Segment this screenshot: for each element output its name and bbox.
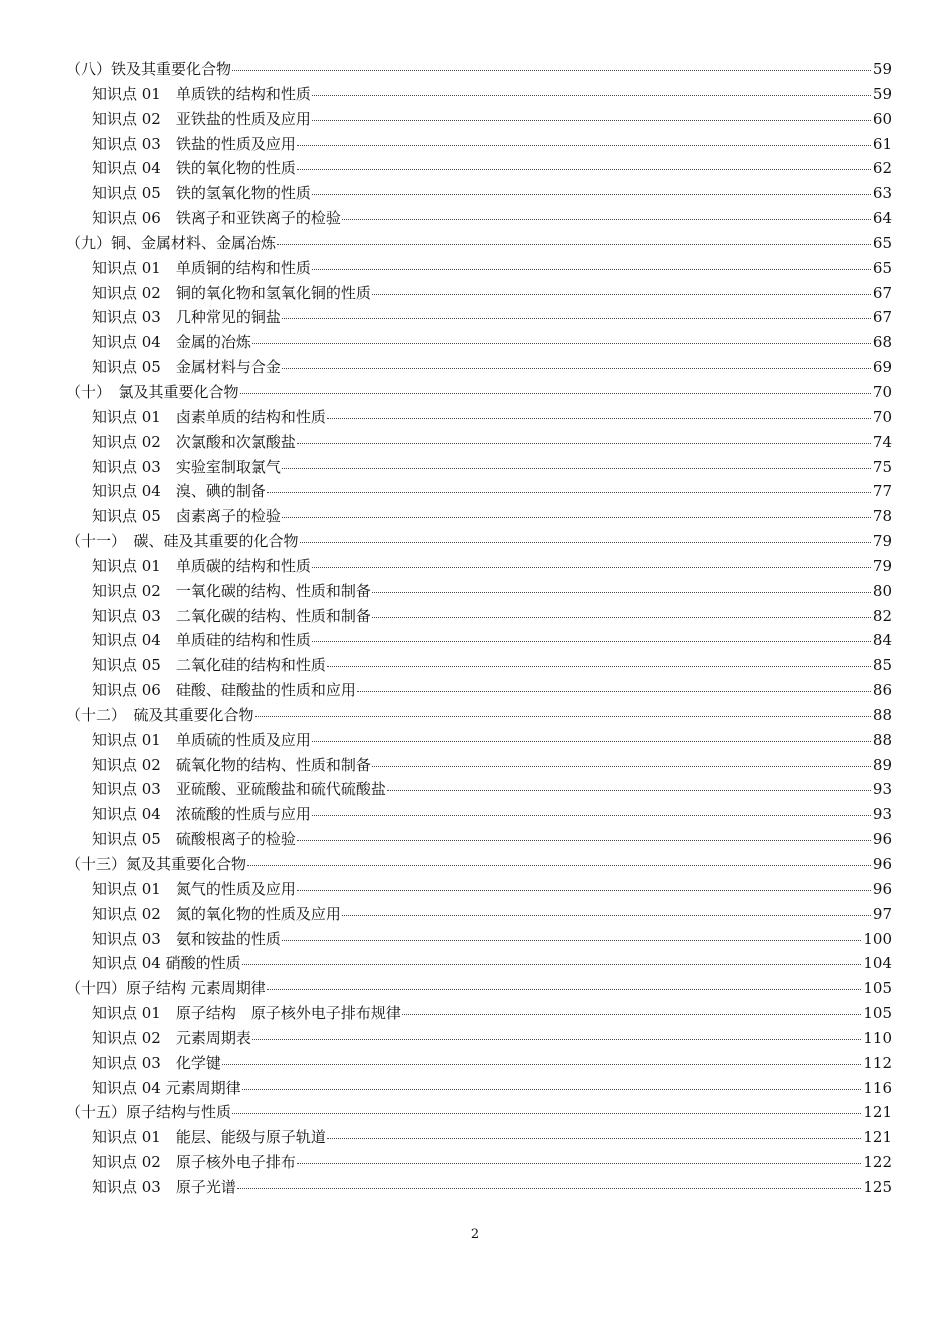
toc-subsection-entry[interactable] [66,554,892,579]
toc-subsection-entry[interactable] [66,156,892,181]
toc-entry-title: 知识点 06 铁离子和亚铁离子的检验 [92,209,341,228]
toc-entry-page: 93 [872,780,892,799]
toc-entry-page: 82 [872,606,892,625]
toc-entry-title: 知识点 01 单质铁的结构和性质 [92,84,311,103]
toc-dot-leader [240,392,871,394]
toc-entry-title: 知识点 02 元素周期表 [92,1028,251,1047]
toc-dot-leader [297,889,871,891]
toc-entry-page: 70 [872,407,892,426]
toc-entry-page: 61 [872,134,892,153]
toc-section-entry[interactable] [66,703,892,728]
toc-entry-title: （十二） 硫及其重要化合物 [66,705,254,724]
toc-entry-title: 知识点 04 元素周期律 [92,1078,241,1097]
toc-dot-leader [232,69,871,71]
toc-subsection-entry[interactable] [66,405,892,430]
toc-entry-page: 88 [872,730,892,749]
toc-entry-title: 知识点 02 氮的氧化物的性质及应用 [92,904,341,923]
toc-entry-title: 知识点 02 亚铁盐的性质及应用 [92,109,311,128]
toc-entry-page: 70 [872,382,892,401]
toc-subsection-entry[interactable] [66,281,892,306]
toc-entry-title: 知识点 05 铁的氢氧化物的性质 [92,184,311,203]
toc-subsection-entry[interactable] [66,579,892,604]
toc-section-entry[interactable] [66,529,892,554]
toc-dot-leader [312,193,871,195]
toc-dot-leader [372,591,871,593]
toc-dot-leader [222,1063,862,1065]
toc-dot-leader [297,168,871,170]
toc-dot-leader [282,467,871,469]
toc-section-entry[interactable] [66,380,892,405]
toc-entry-page: 63 [872,184,892,203]
toc-entry-page: 121 [863,1128,892,1147]
toc-subsection-entry[interactable] [66,777,892,802]
toc-entry-page: 67 [872,283,892,302]
toc-entry-title: 知识点 05 硫酸根离子的检验 [92,830,296,849]
toc-entry-page: 88 [872,705,892,724]
toc-dot-leader [300,541,871,543]
toc-entry-page: 116 [863,1078,892,1097]
toc-entry-page: 104 [863,954,892,973]
toc-subsection-entry[interactable] [66,1125,892,1150]
toc-subsection-entry[interactable] [66,504,892,529]
toc-entry-title: 知识点 04 铁的氧化物的性质 [92,159,296,178]
toc-entry-title: 知识点 03 化学键 [92,1053,221,1072]
toc-section-entry[interactable] [66,852,892,877]
toc-entry-title: 知识点 03 二氧化碳的结构、性质和制备 [92,606,371,625]
toc-entry-page: 100 [863,929,892,948]
toc-subsection-entry[interactable] [66,927,892,952]
toc-dot-leader [242,1088,862,1090]
toc-subsection-entry[interactable] [66,305,892,330]
toc-entry-page: 65 [872,233,892,252]
toc-subsection-entry[interactable] [66,1175,892,1200]
toc-entry-page: 60 [872,109,892,128]
toc-dot-leader [342,914,871,916]
toc-entry-title: 知识点 02 硫氧化物的结构、性质和制备 [92,755,371,774]
toc-entry-title: 知识点 01 氮气的性质及应用 [92,879,296,898]
toc-subsection-entry[interactable] [66,107,892,132]
toc-entry-page: 67 [872,308,892,327]
toc-subsection-entry[interactable] [66,1150,892,1175]
toc-subsection-entry[interactable] [66,430,892,455]
table-of-contents [66,57,892,1200]
toc-subsection-entry[interactable] [66,206,892,231]
toc-dot-leader [282,317,871,319]
toc-entry-title: 知识点 06 硅酸、硅酸盐的性质和应用 [92,681,356,700]
toc-subsection-entry[interactable] [66,330,892,355]
toc-subsection-entry[interactable] [66,1051,892,1076]
toc-dot-leader [372,765,871,767]
toc-dot-leader [297,442,871,444]
toc-dot-leader [327,665,871,667]
toc-entry-title: （十四）原子结构 元素周期律 [66,979,266,998]
toc-entry-page: 68 [872,333,892,352]
toc-entry-title: 知识点 04 单质硅的结构和性质 [92,631,311,650]
toc-entry-page: 59 [872,84,892,103]
toc-dot-leader [297,144,871,146]
toc-subsection-entry[interactable] [66,628,892,653]
toc-entry-page: 105 [863,1004,892,1023]
toc-dot-leader [247,864,871,866]
toc-entry-page: 74 [872,432,892,451]
toc-entry-title: 知识点 01 能层、能级与原子轨道 [92,1128,326,1147]
toc-dot-leader [312,119,871,121]
toc-dot-leader [242,963,862,965]
toc-dot-leader [232,1112,861,1114]
toc-subsection-entry[interactable] [66,181,892,206]
toc-entry-title: 知识点 04 溴、碘的制备 [92,482,266,501]
toc-entry-page: 96 [872,855,892,873]
toc-entry-page: 96 [872,879,892,898]
toc-entry-page: 112 [863,1053,892,1072]
toc-entry-page: 96 [872,830,892,849]
toc-entry-page: 65 [872,258,892,277]
toc-entry-title: 知识点 01 卤素单质的结构和性质 [92,407,326,426]
toc-dot-leader [387,789,871,791]
toc-dot-leader [312,268,871,270]
toc-entry-title: 知识点 03 氨和铵盐的性质 [92,929,281,948]
toc-entry-title: 知识点 01 单质碳的结构和性质 [92,556,311,575]
toc-section-entry[interactable] [66,57,892,82]
toc-entry-page: 97 [872,904,892,923]
toc-entry-page: 75 [872,457,892,476]
toc-entry-page: 77 [872,482,892,501]
toc-entry-page: 93 [872,805,892,824]
toc-entry-title: 知识点 05 二氧化硅的结构和性质 [92,656,326,675]
toc-entry-page: 79 [872,532,892,551]
toc-entry-title: 知识点 02 原子核外电子排布 [92,1153,296,1172]
toc-entry-page: 89 [872,755,892,774]
toc-dot-leader [255,715,871,717]
toc-section-entry[interactable] [66,231,892,256]
toc-subsection-entry[interactable] [66,132,892,157]
toc-dot-leader [312,814,871,816]
toc-entry-page: 86 [872,681,892,700]
toc-dot-leader [312,566,871,568]
toc-entry-title: （十） 氯及其重要化合物 [66,382,239,401]
toc-dot-leader [252,342,871,344]
toc-entry-title: （九）铜、金属材料、金属冶炼 [66,233,277,252]
toc-subsection-entry[interactable] [66,728,892,753]
toc-subsection-entry[interactable] [66,753,892,778]
toc-entry-title: 知识点 03 铁盐的性质及应用 [92,134,296,153]
toc-subsection-entry[interactable] [66,479,892,504]
page-number: 2 [470,1227,480,1242]
toc-subsection-entry[interactable] [66,256,892,281]
toc-entry-page: 125 [863,1177,892,1196]
toc-section-entry[interactable] [66,976,892,1001]
toc-dot-leader [327,1137,862,1139]
toc-subsection-entry[interactable] [66,877,892,902]
toc-entry-page: 62 [872,159,892,178]
toc-dot-leader [267,491,871,493]
toc-dot-leader [342,218,871,220]
toc-entry-title: 知识点 04 浓硫酸的性质与应用 [92,805,311,824]
toc-dot-leader [297,1162,862,1164]
toc-subsection-entry[interactable] [66,1026,892,1051]
toc-entry-page: 121 [863,1103,892,1122]
toc-subsection-entry[interactable] [66,902,892,927]
toc-subsection-entry[interactable] [66,604,892,629]
toc-entry-page: 85 [872,656,892,675]
toc-dot-leader [312,740,871,742]
toc-subsection-entry[interactable] [66,455,892,480]
toc-entry-title: （十五）原子结构与性质 [66,1103,232,1122]
toc-entry-title: 知识点 03 原子光谱 [92,1177,236,1196]
toc-dot-leader [312,640,871,642]
toc-entry-title: 知识点 05 金属材料与合金 [92,358,281,377]
toc-entry-title: 知识点 02 次氯酸和次氯酸盐 [92,432,296,451]
toc-subsection-entry[interactable] [66,82,892,107]
toc-dot-leader [297,839,871,841]
toc-dot-leader [372,293,871,295]
toc-entry-title: 知识点 04 金属的冶炼 [92,333,251,352]
toc-dot-leader [277,243,871,245]
toc-entry-page: 69 [872,358,892,377]
toc-dot-leader [357,690,871,692]
toc-dot-leader [372,616,871,618]
toc-subsection-entry[interactable] [66,827,892,852]
toc-entry-page: 80 [872,581,892,600]
toc-entry-title: 知识点 05 卤素离子的检验 [92,507,281,526]
toc-subsection-entry[interactable] [66,355,892,380]
toc-section-entry[interactable] [66,1100,892,1125]
toc-entry-page: 84 [872,631,892,650]
toc-entry-title: 知识点 03 实验室制取氯气 [92,457,281,476]
toc-dot-leader [252,1038,862,1040]
toc-dot-leader [267,988,862,990]
toc-entry-title: 知识点 03 亚硫酸、亚硫酸盐和硫代硫酸盐 [92,780,386,799]
toc-dot-leader [237,1187,862,1189]
toc-entry-title: （十三）氮及其重要化合物 [66,855,247,873]
toc-entry-page: 64 [872,209,892,228]
toc-entry-title: 知识点 02 铜的氧化物和氢氧化铜的性质 [92,283,371,302]
toc-dot-leader [327,417,871,419]
toc-entry-title: 知识点 03 几种常见的铜盐 [92,308,281,327]
toc-subsection-entry[interactable] [66,1001,892,1026]
toc-dot-leader [282,939,862,941]
toc-dot-leader [402,1013,862,1015]
toc-entry-title: （十一） 碳、硅及其重要的化合物 [66,532,299,551]
toc-entry-title: 知识点 01 单质硫的性质及应用 [92,730,311,749]
toc-entry-title: （八）铁及其重要化合物 [66,60,232,78]
toc-dot-leader [282,367,871,369]
toc-subsection-entry[interactable] [66,653,892,678]
toc-entry-page: 59 [872,60,892,78]
toc-subsection-entry[interactable] [66,951,892,976]
toc-dot-leader [282,516,871,518]
toc-entry-title: 知识点 01 原子结构 原子核外电子排布规律 [92,1004,401,1023]
toc-subsection-entry[interactable] [66,1076,892,1101]
toc-entry-title: 知识点 04 硝酸的性质 [92,954,241,973]
toc-entry-page: 122 [863,1153,892,1172]
toc-subsection-entry[interactable] [66,802,892,827]
toc-entry-page: 78 [872,507,892,526]
toc-entry-page: 110 [863,1028,892,1047]
toc-entry-page: 105 [863,979,892,998]
toc-entry-title: 知识点 02 一氧化碳的结构、性质和制备 [92,581,371,600]
toc-entry-page: 79 [872,556,892,575]
toc-subsection-entry[interactable] [66,678,892,703]
toc-entry-title: 知识点 01 单质铜的结构和性质 [92,258,311,277]
toc-dot-leader [312,94,871,96]
